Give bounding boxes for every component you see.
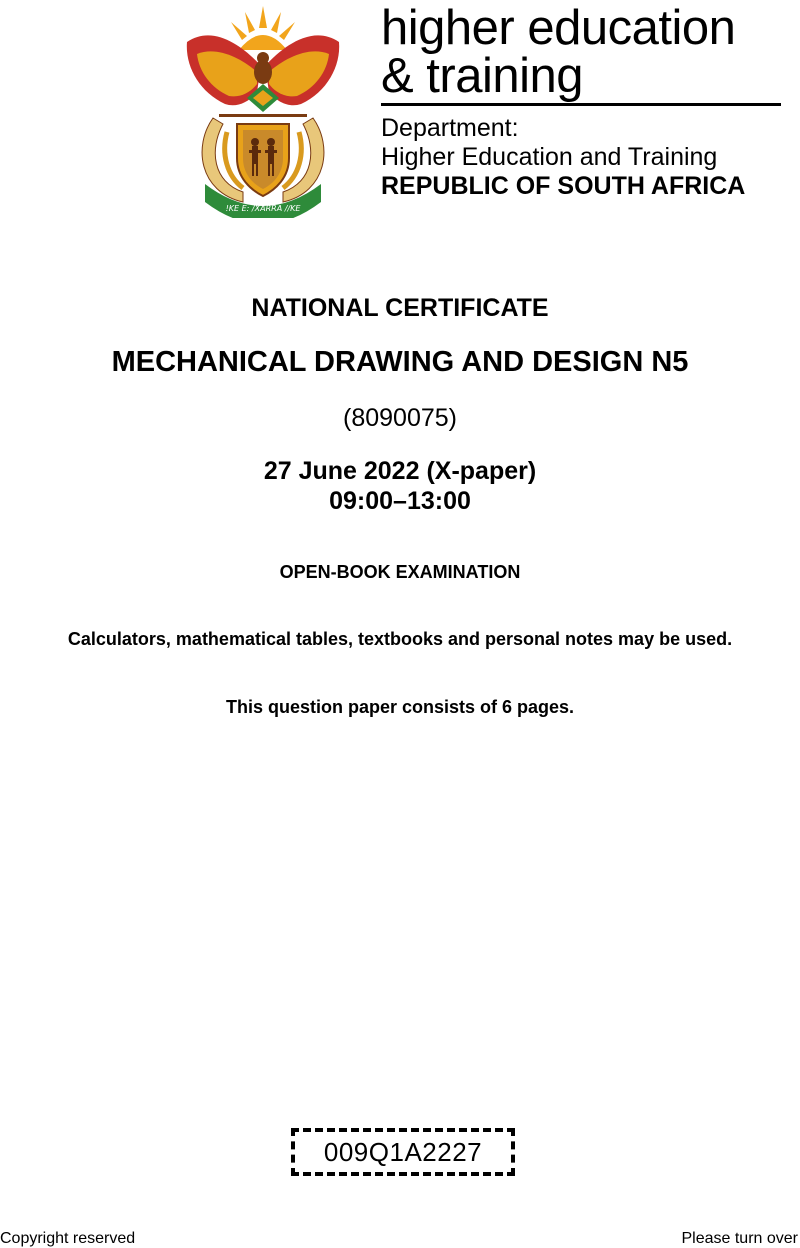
turn-over-note: Please turn over: [681, 1230, 798, 1247]
department-name: Higher Education and Training: [381, 143, 718, 171]
subject-title: MECHANICAL DRAWING AND DESIGN N5: [111, 346, 689, 378]
country-name: REPUBLIC OF SOUTH AFRICA: [381, 172, 746, 200]
paper-code-box: [291, 1128, 515, 1176]
copyright-note: Copyright reserved: [0, 1230, 136, 1247]
coat-of-arms-logo: [183, 6, 343, 218]
subject-code: (8090075): [343, 404, 457, 432]
page-count-note: This question paper consists of 6 pages.: [225, 697, 575, 717]
svg-text:!KE E: /XARRA //KE: !KE E: /XARRA //KE: [225, 204, 301, 213]
brand-line-training: & training: [381, 49, 584, 103]
department-label: Department:: [381, 114, 519, 142]
exam-type: OPEN-BOOK EXAMINATION: [279, 562, 521, 582]
exam-date: 27 June 2022 (X-paper): [263, 457, 537, 485]
brand-line-higher-education: higher education: [381, 1, 736, 55]
certificate-title: NATIONAL CERTIFICATE: [251, 294, 549, 322]
exam-time: 09:00–13:00: [329, 487, 471, 515]
paper-code: 009Q1A2227: [323, 1136, 483, 1167]
brand-divider: [381, 103, 781, 106]
allowed-materials: Calculators, mathematical tables, textbooks and personal notes may be used.: [67, 629, 733, 649]
